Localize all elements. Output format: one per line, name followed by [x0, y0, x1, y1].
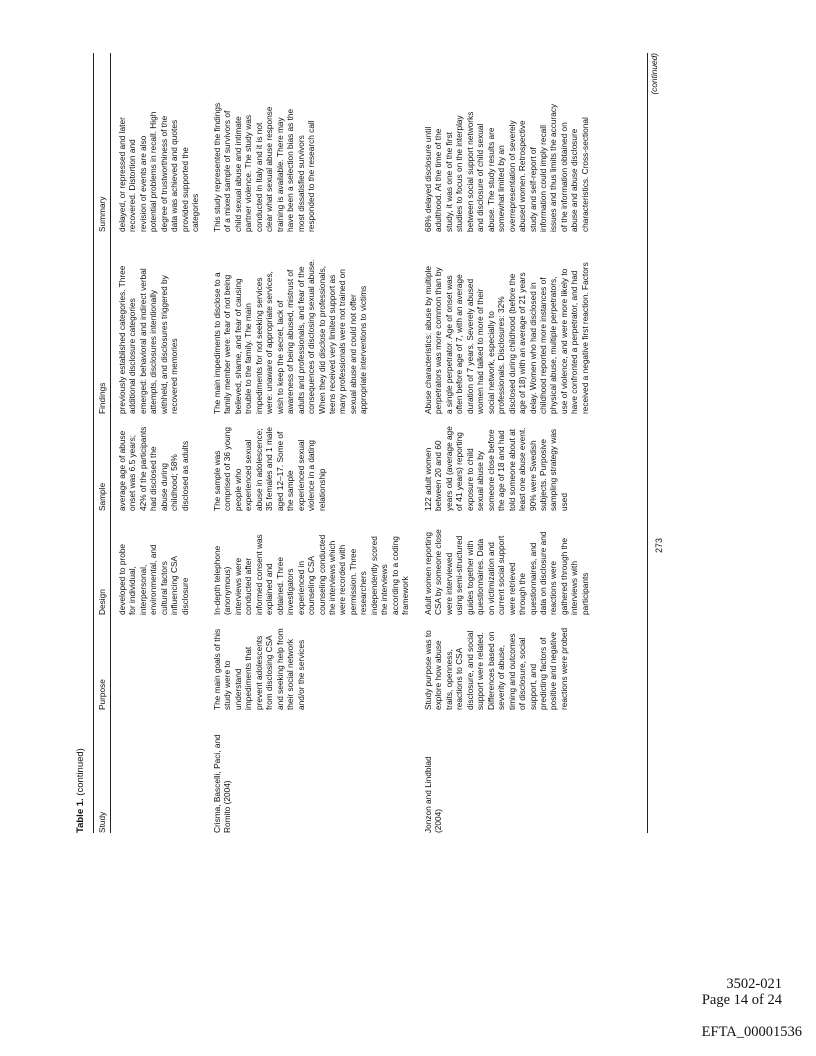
row-1-sample: The sample was comprised of 36 young people who experienced sexual abuse in adolescence; 35 females and 1 male aged 12–17. Some of the sample experienced sexual violence in a dating relationship [212, 427, 327, 511]
row-0-findings: previously established categories. Three additional disclosure categories emerged: behavioral and indirect verbal attempts, disclosures intentionally withheld, and disclosures triggered by recovered memories [117, 265, 180, 414]
table-caption-label: Table 1. [75, 798, 86, 833]
row-1-design: In-depth telephone (anonymous) interviews were conducted after informed consent was explained and obtained. Three investigators experienced in counseling CSA counseling conducted the interviews which were recorded with permission. Three researchers independently scored the interviews according to a coding framework [212, 534, 411, 615]
header-sample: Sample [97, 482, 107, 511]
header-findings: Findings [97, 382, 107, 414]
footer-doc-code: 3502-021 [726, 976, 782, 992]
row-2-summary: 68% delayed disclosure until adulthood. At the time of the study, it was one of the first studies to focus on the interplay between social support networks and disclosure of child sexual abuse. The study results are somewhat limited by an overrepresentation of severely abused women. Retrospective study and self-report of information could imply recall issues and thus limits the accuracy of the information obtained on abuse and abuse disclosure characteristics. Cross-sectional [423, 103, 590, 232]
header-summary: Summary [97, 196, 107, 232]
table-caption [75, 748, 86, 833]
row-0-summary: delayed, or repressed and later recovered. Distortion and revision of events are also potential problems in recall. High degree of trustworthiness of the data was achieved and quotes provided supported the categories [117, 111, 201, 232]
header-study: Study [97, 811, 107, 833]
row-1-findings: The main impediments to disclose to a family member were: fear of not being believed, shame, and fear of causing trouble to the family. The main impediments for not seeking services were: unaware of appropriate services, wish to keep the secret, lack of awareness of being abused, mistrust of adults and professionals, and fear of the consequences of disclosing sexual abuse. When they did disclose to professionals, teens received very limited support as many professionals were not trained on sexual abuse and could not offer appropriate interventions to victims [212, 259, 369, 414]
continued-label: (continued) [649, 53, 659, 95]
row-0-design: developed to probe for individual, interpersonal, environmental, and cultural factors influencing CSA disclosure [117, 543, 190, 615]
row-1-purpose: The main goals of this study were to understand impediments that prevent adolescents from disclosing CSA and seeking help from their social network and/or the services [212, 628, 306, 710]
journal-page-number: 273 [654, 537, 664, 553]
footer-bates-number: EFTA_00001536 [701, 1024, 802, 1040]
row-1-study: Crisma, Bascelli, Paci, and Romito (2004) [212, 734, 233, 833]
row-2-purpose: Study purpose was to explore how abuse traits, openness, reactions to CSA disclosure, and social support were related. Differences based on severity of abuse, timing and outcomes of disclosure, social support, and predicting factors of positive and negative reactions were probed [423, 627, 569, 710]
row-1-summary: This study represented the findings of a mixed sample of survivors of child sexual abuse and intimate partner violence. The study was conducted in Italy and it is not clear what sexual abuse response training is available. There may have been a selection bias as the most dissatisfied survivors responded to the research call [212, 102, 317, 232]
table-top-rule [93, 53, 94, 833]
header-purpose: Purpose [97, 679, 107, 710]
row-2-study: Jonzon and Lindblad (2004) [423, 756, 444, 833]
rotated-table-page [75, 53, 665, 833]
row-0-sample: average age of abuse onset was 6.5 years; 42% of the participants had disclosed the abuse during childhood; 58% disclosed as adults [117, 426, 190, 511]
table-bottom-rule [647, 53, 648, 833]
header-rule [110, 53, 111, 833]
row-2-findings: Abuse characteristics: abuse by multiple perpetrators was more common than by a single perpetrator. Age of onset was often before age of 7, with an average duration of 7 years. Severely abused women had talked to more of their social network, especially to professionals. Disclosures: 32% disclosed during childhood (before the age of 18) with an average of 21 years delay. Women who had disclosed in childhood reported more instances of physical abuse, multiple perpetrators, use of violence, and were more likely to have confronted a perpetrator, and had received a negative first reaction. Factors [423, 262, 590, 414]
header-design: Design [97, 589, 107, 615]
row-2-design: Adult women reporting CSA by someone close were interviewed using semi-structured guides together with questionnaires. Data on victimization and current social support were retrieved through the questionnaires, and data on disclosure and reactions were gathered through the interviews with participants [423, 529, 590, 615]
table-caption-suffix: (continued) [75, 748, 86, 799]
footer-page-of: Page 14 of 24 [701, 992, 782, 1008]
row-2-sample: 122 adult women between 20 and 60 years old (average age of 41 years) reporting exposure to child sexual abuse by someone close before the age of 18 and had told someone about at least one abuse event. 90% were Swedish subjects. Purposive sampling strategy was used [423, 426, 569, 511]
